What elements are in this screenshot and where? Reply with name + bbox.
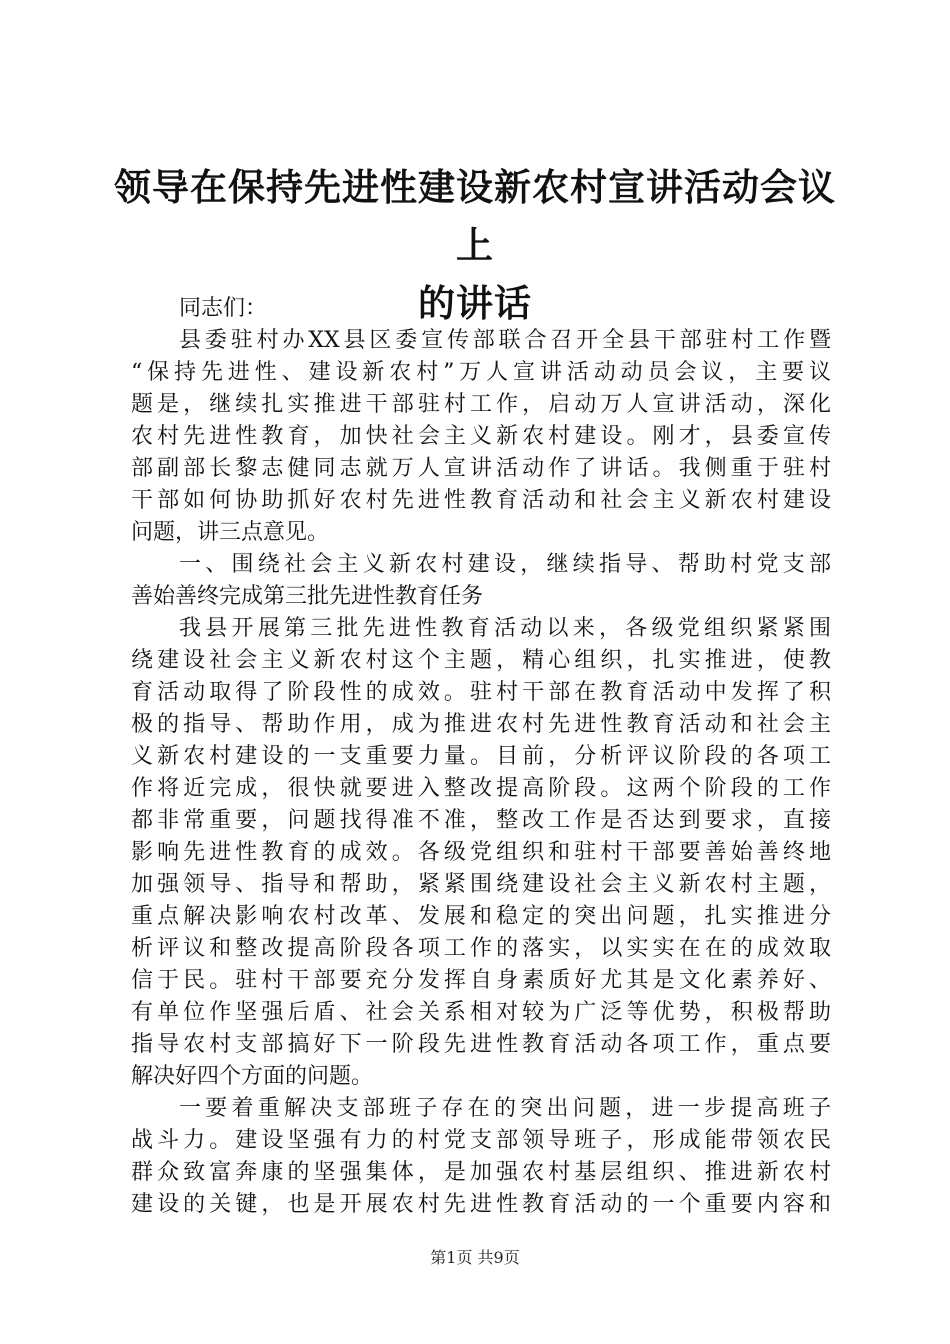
text-line: 农村先进性教育，加快社会主义新农村建设。刚才，县委宣传 <box>131 424 831 449</box>
document-body <box>131 293 831 1221</box>
text-line: 一、围绕社会主义新农村建设，继续指导、帮助村党支部 <box>179 552 831 577</box>
text-line: 问题，讲三点意见。 <box>131 520 330 545</box>
text-line: 育活动取得了阶段性的成效。驻村干部在教育活动中发挥了积 <box>131 680 831 705</box>
text-line: 我县开展第三批先进性教育活动以来，各级党组织紧紧围 <box>179 616 831 641</box>
text-line: 作将近完成，很快就要进入整改提高阶段。这两个阶段的工作 <box>131 776 831 801</box>
text-line: 解决好四个方面的问题。 <box>131 1064 374 1089</box>
text-line: 群众致富奔康的坚强集体，是加强农村基层组织、推进新农村 <box>131 1160 831 1185</box>
text-line: 信于民。驻村干部要充分发挥自身素质好尤其是文化素养好、 <box>131 968 831 993</box>
text-line: 同志们： <box>179 296 268 321</box>
text-line: 影响先进性教育的成效。各级党组织和驻村干部要善始善终地 <box>131 840 831 865</box>
text-line: 题是，继续扎实推进干部驻村工作，启动万人宣讲活动，深化 <box>131 392 831 417</box>
text-line: 部副部长黎志健同志就万人宣讲活动作了讲话。我侧重于驻村 <box>131 456 831 481</box>
text-line: 都非常重要，问题找得准不准，整改工作是否达到要求，直接 <box>131 808 831 833</box>
text-line: 有单位作坚强后盾、社会关系相对较为广泛等优势，积极帮助 <box>131 1000 831 1025</box>
text-line: 指导农村支部搞好下一阶段先进性教育活动各项工作，重点要 <box>131 1032 831 1057</box>
page-number: 第1页 共9页 <box>430 1248 520 1267</box>
text-line: 极的指导、帮助作用，成为推进农村先进性教育活动和社会主 <box>131 712 831 737</box>
title-line-2: 的讲话 <box>418 281 532 325</box>
text-line: 县委驻村办XX县区委宣传部联合召开全县干部驻村工作暨 <box>179 328 831 353</box>
text-line: “保持先进性、建设新农村”万人宣讲活动动员会议，主要议 <box>131 360 831 385</box>
text-line: 干部如何协助抓好农村先进性教育活动和社会主义新农村建设 <box>131 488 831 513</box>
text-line: 一要着重解决支部班子存在的突出问题，进一步提高班子 <box>179 1096 831 1121</box>
text-line: 析评议和整改提高阶段各项工作的落实，以实实在在的成效取 <box>131 936 831 961</box>
text-line: 战斗力。建设坚强有力的村党支部领导班子，形成能带领农民 <box>131 1128 831 1153</box>
text-line: 加强领导、指导和帮助，紧紧围绕建设社会主义新农村主题， <box>131 872 831 897</box>
text-line: 绕建设社会主义新农村这个主题，精心组织，扎实推进，使教 <box>131 648 831 673</box>
text-line: 重点解决影响农村改革、发展和稳定的突出问题，扎实推进分 <box>131 904 831 929</box>
text-line: 义新农村建设的一支重要力量。目前，分析评议阶段的各项工 <box>131 744 831 769</box>
title-line-1: 领导在保持先进性建设新农村宣讲活动会议上 <box>114 165 836 267</box>
text-line: 建设的关键，也是开展农村先进性教育活动的一个重要内容和 <box>131 1192 831 1217</box>
text-line: 善始善终完成第三批先进性教育任务 <box>131 584 484 609</box>
